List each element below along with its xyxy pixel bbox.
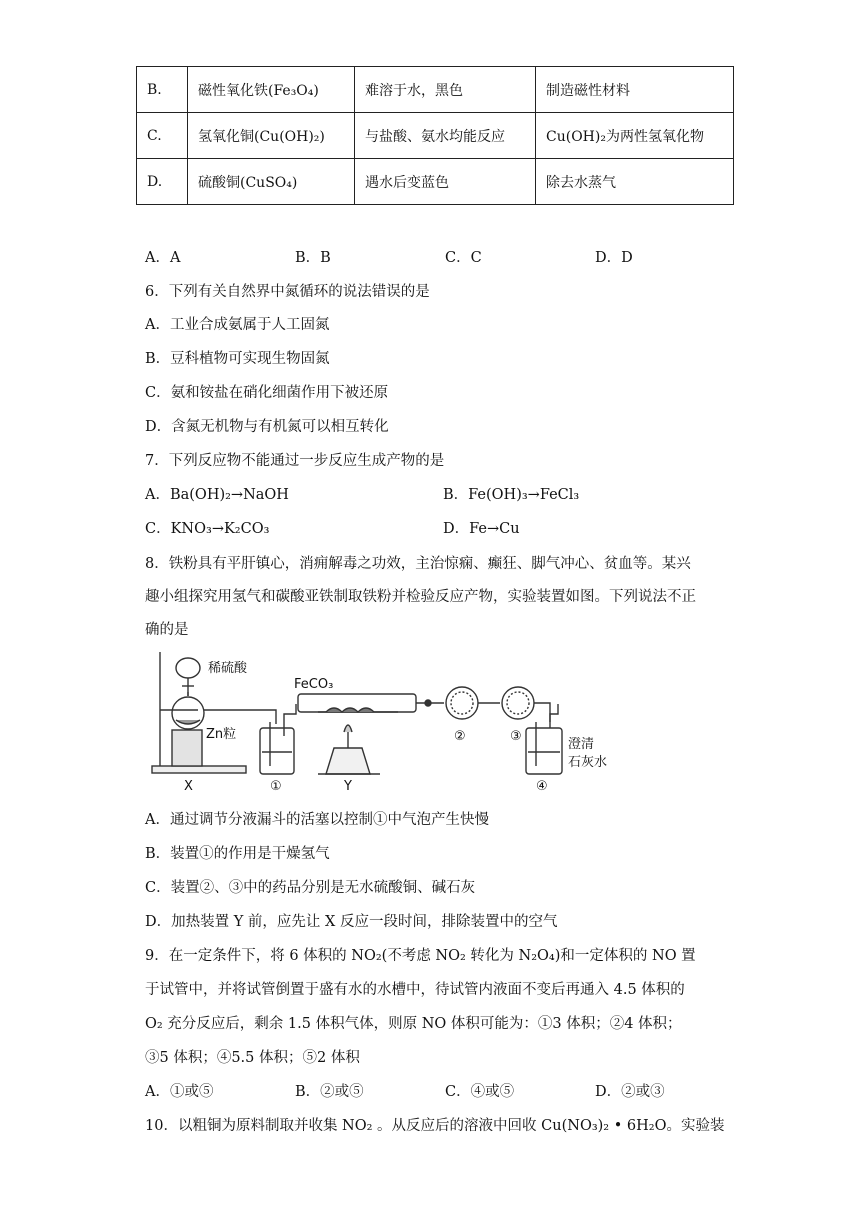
label-y: Y <box>344 779 352 794</box>
limewater-bottle <box>526 728 562 774</box>
q5-option-a: A．A <box>145 250 181 266</box>
table-cell: C. <box>137 113 188 159</box>
q8-option-d: D．加热装置 Y 前，应先让 X 反应一段时间，排除装置中的空气 <box>145 914 558 930</box>
label-3: ③ <box>510 729 522 744</box>
q8-stem-line-3: 确的是 <box>145 622 189 638</box>
wash-bottle-1 <box>260 728 294 774</box>
label-1: ① <box>270 779 282 794</box>
q6-option-d: D．含氮无机物与有机氮可以相互转化 <box>145 419 389 435</box>
table-cell: Cu(OH)₂为两性氢氧化物 <box>536 113 734 159</box>
q7-option-c: C．KNO₃→K₂CO₃ <box>145 521 270 537</box>
q8-option-a: A．通过调节分液漏斗的活塞以控制①中气泡产生快慢 <box>145 812 489 828</box>
q7-stem: 7．下列反应物不能通过一步反应生成产物的是 <box>145 453 445 469</box>
q7-option-d: D．Fe→Cu <box>443 521 520 537</box>
table-cell: 氢氧化铜(Cu(OH)₂) <box>188 113 355 159</box>
q7-option-a: A．Ba(OH)₂→NaOH <box>145 487 289 503</box>
q9-stem-line-4: ③5 体积；④5.5 体积；⑤2 体积 <box>145 1050 360 1066</box>
q9-stem-line-3: O₂ 充分反应后，剩余 1.5 体积气体，则原 NO 体积可能为：①3 体积；②4 体积； <box>145 1016 682 1032</box>
q8-stem-line-2: 趣小组探究用氢气和碳酸亚铁制取铁粉并检验反应产物，实验装置如图。下列说法不正 <box>145 589 696 605</box>
q8-stem-line-1: 8．铁粉具有平肝镇心，消痈解毒之功效，主治惊痫、癫狂、脚气冲心、贫血等。某兴 <box>145 556 691 572</box>
table-row <box>137 67 734 113</box>
q6-option-c: C．氨和铵盐在硝化细菌作用下被还原 <box>145 385 389 401</box>
label-x: X <box>184 779 193 794</box>
table-cell: 制造磁性材料 <box>536 67 734 113</box>
q6-option-b: B．豆科植物可实现生物固氮 <box>145 351 330 367</box>
q8-option-b: B．装置①的作用是干燥氢气 <box>145 846 330 862</box>
table-cell: 遇水后变蓝色 <box>355 159 536 205</box>
table-cell: 磁性氧化铁(Fe₃O₄) <box>188 67 355 113</box>
q6-option-a: A．工业合成氨属于人工固氮 <box>145 317 330 333</box>
q5-option-c: C．C <box>445 250 482 266</box>
label-2: ② <box>454 729 466 744</box>
label-limewater-1: 澄清 <box>568 737 595 752</box>
separatory-funnel <box>176 658 200 678</box>
property-use-table <box>136 66 734 205</box>
table-cell: D. <box>137 159 188 205</box>
table-cell: 与盐酸、氨水均能反应 <box>355 113 536 159</box>
table-cell: 除去水蒸气 <box>536 159 734 205</box>
table-cell: B. <box>137 67 188 113</box>
q9-option-b: B．②或⑤ <box>295 1084 364 1100</box>
label-dilute-sulfuric-acid: 稀硫酸 <box>208 661 248 676</box>
stand-base <box>152 766 246 773</box>
reaction-tube <box>298 694 416 712</box>
connector-tube <box>204 710 276 724</box>
q10-stem: 10．以粗铜为原料制取并收集 NO₂ 。从反应后的溶液中回收 Cu(NO₃)₂ • 6H₂O。实验装 <box>145 1118 725 1134</box>
label-feco3: FeCO₃ <box>294 677 334 692</box>
q9-stem-line-2: 于试管中，并将试管倒置于盛有水的水槽中，待试管内液面不变后再通入 4.5 体积的 <box>145 982 685 998</box>
alcohol-burner <box>326 748 370 774</box>
q9-option-c: C．④或⑤ <box>445 1084 515 1100</box>
table-cell: 硫酸铜(CuSO₄) <box>188 159 355 205</box>
label-limewater-2: 石灰水 <box>568 755 608 770</box>
q9-option-a: A．①或⑤ <box>145 1084 214 1100</box>
q5-option-d: D．D <box>595 250 633 266</box>
q7-option-b: B．Fe(OH)₃→FeCl₃ <box>443 487 580 503</box>
table-row <box>137 159 734 205</box>
q6-stem: 6．下列有关自然界中氮循环的说法错误的是 <box>145 284 430 300</box>
q5-option-b: B．B <box>295 250 331 266</box>
q8-option-c: C．装置②、③中的药品分别是无水硫酸铜、碱石灰 <box>145 880 476 896</box>
q9-stem-line-1: 9．在一定条件下，将 6 体积的 NO₂(不考虑 NO₂ 转化为 N₂O₄)和一定体积的 NO 置 <box>145 948 696 964</box>
table-cell: 难溶于水，黑色 <box>355 67 536 113</box>
label-4: ④ <box>536 779 548 794</box>
table-row <box>137 113 734 159</box>
apparatus-figure <box>148 648 628 796</box>
label-zn-granules: Zn粒 <box>206 727 237 742</box>
support-block <box>172 730 202 766</box>
q9-option-d: D．②或③ <box>595 1084 665 1100</box>
